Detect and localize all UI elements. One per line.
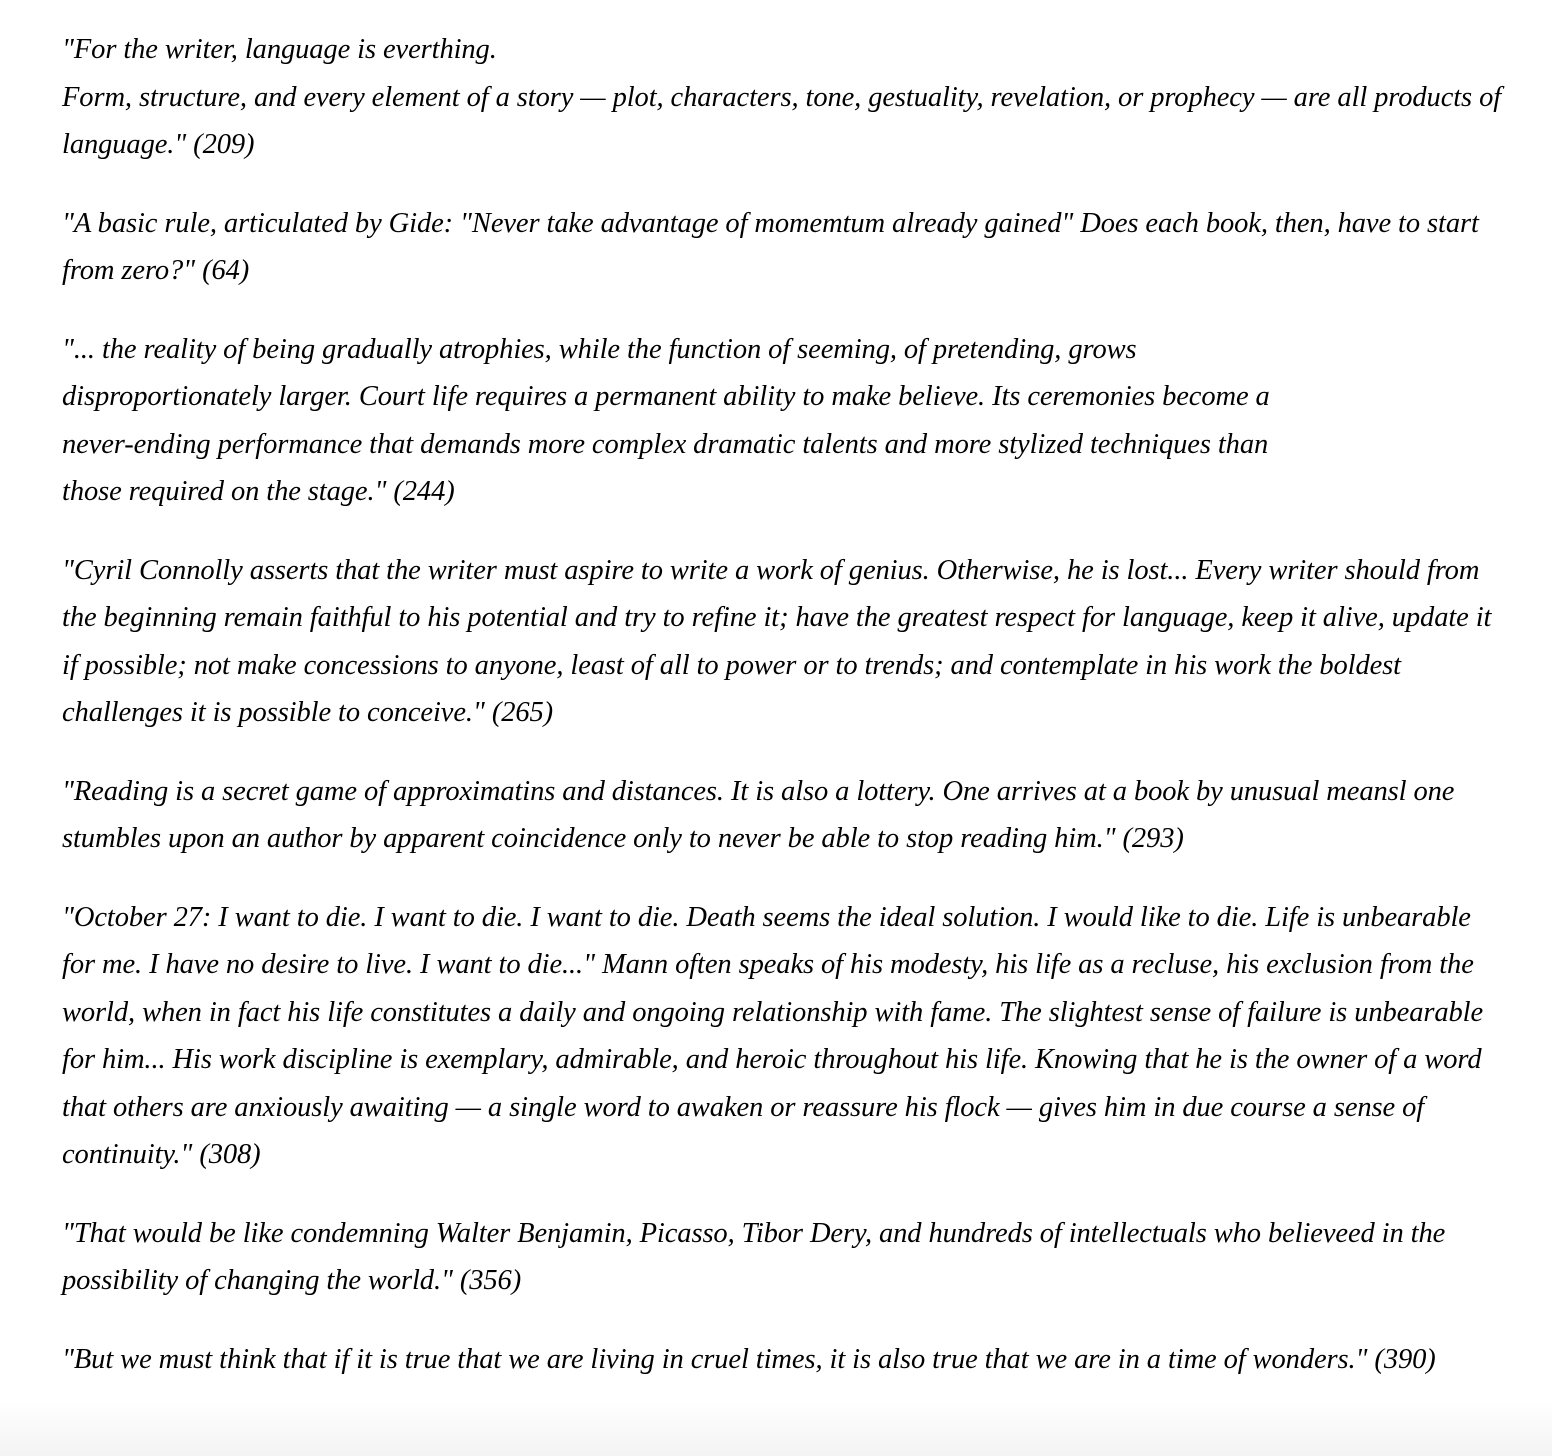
quote-paragraph: "Cyril Connolly asserts that the writer must aspire to write a work of genius. Otherwise, he is lost... Every writer should from the beginning remain faithful to his potential and try to refine it; have the greatest respect for language, keep it alive, update it if possible; not make concessions to anyone, least of all to power or to trends; and contemplate in his work the boldest challenges it is possible to conceive." (265) (62, 554, 1492, 728)
quote-paragraph: "... the reality of being gradually atrophies, while the function of seeming, of pretending, grows disproportionately larger. Court life requires a permanent ability to make believe. Its ceremonies become a never-ending performance that demands more complex dramatic talents and more stylized techniques than those required on the stage." (244) (62, 333, 1270, 507)
quote-list (62, 26, 1502, 1414)
quote-paragraph: "But we must think that if it is true that we are living in cruel times, it is also true that we are in a time of wonders." (390) (62, 1343, 1436, 1375)
quote-paragraph: "That would be like condemning Walter Benjamin, Picasso, Tibor Dery, and hundreds of intellectuals who believeed in the possibility of changing the world." (356) (62, 1217, 1446, 1296)
quote-paragraph: "October 27: I want to die. I want to die. I want to die. Death seems the ideal solution. I would like to die. Life is unbearable for me. I have no desire to live. I want to die..." Mann often speaks of his modesty, his life as a recluse, his exclusion from the world, when in fact his life constitutes a daily and ongoing relationship with fame. The slightest sense of failure is unbearable for him... His work discipline is exemplary, admirable, and heroic throughout his life. Knowing that he is the owner of a word that others are anxiously awaiting — a single word to awaken or reassure his flock — gives him in due course a sense of continuity." (308) (62, 901, 1484, 1170)
quote-paragraph: "Reading is a secret game of approximatins and distances. It is also a lottery. One arrives at a book by unusual meansl one stumbles upon an author by apparent coincidence only to never be able to stop reading him." (293) (62, 775, 1455, 854)
quote-paragraph: "For the writer, language is everthing. Form, structure, and every element of a story — plot, characters, tone, gestuality, revelation, or prophecy — are all products of language." (209) (62, 34, 1502, 160)
quote-paragraph: "A basic rule, articulated by Gide: "Never take advantage of momemtum already gained" Does each book, then, have to start from zero?" (64) (62, 207, 1479, 286)
